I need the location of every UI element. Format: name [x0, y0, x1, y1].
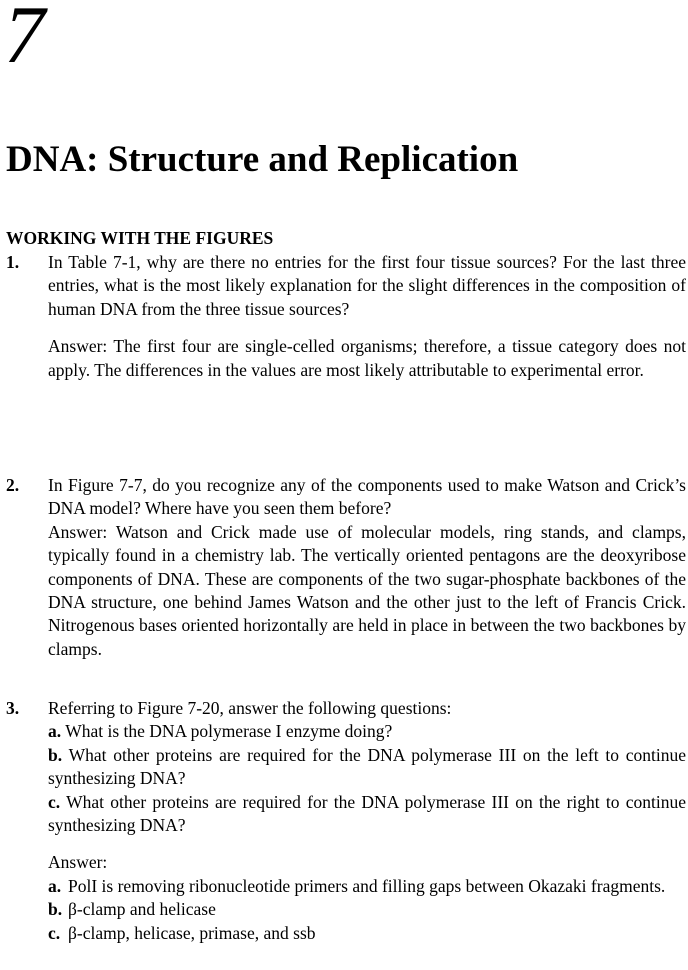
question-1-number: 1.	[6, 252, 20, 272]
part-b-letter: b.	[48, 744, 63, 765]
answer-a-text: PolI is removing ribonucleotide primers and filling gaps between Okazaki fragments.	[68, 875, 666, 896]
question-2	[6, 474, 686, 661]
answer-c-letter: c.	[48, 922, 61, 943]
part-c-letter: c.	[48, 791, 61, 812]
chapter-number: 7	[4, 0, 45, 80]
section-heading: WORKING WITH THE FIGURES	[6, 228, 274, 248]
question-2-text: In Figure 7-7, do you recognize any of the components used to make Watson and Crick’s DNA model? Where have you seen them before?	[48, 475, 686, 519]
part-a-text: What is the DNA polymerase I enzyme doing?	[65, 721, 393, 742]
question-3-intro: Referring to Figure 7-20, answer the following questions:	[48, 698, 452, 718]
answer-a	[48, 875, 686, 898]
question-3-answer-label: Answer:	[48, 852, 108, 873]
answer-c	[48, 922, 686, 945]
answer-b-letter: b.	[48, 899, 63, 920]
chapter-title: DNA: Structure and Replication	[6, 139, 519, 180]
question-3-part-a	[48, 720, 686, 743]
question-1-answer: Answer: The first four are single-celled organisms; therefore, a tissue category does not apply. The differences in the values are most likely attributable to experimental error.	[48, 336, 686, 380]
part-c-text: What other proteins are required for the DNA polymerase III on the right to continue synthesizing DNA?	[48, 791, 686, 836]
question-2-answer: Answer: Watson and Crick made use of molecular models, ring stands, and clamps, typically found in a chemistry lab. The vertically oriented pentagons are the deoxyribose components of DNA. These are components of the two sugar-phosphate backbones of the DNA structure, one behind James Watson and the other just to the left of Francis Crick. Nitrogenous bases oriented horizontally are held in place in between the two backbones by clamps.	[48, 521, 686, 659]
question-3-part-b	[48, 744, 686, 791]
question-3	[6, 697, 686, 945]
question-3-part-c	[48, 791, 686, 838]
answer-a-letter: a.	[48, 875, 62, 896]
question-3-number: 3.	[6, 698, 20, 718]
answer-b	[48, 898, 686, 921]
part-b-text: What other proteins are required for the DNA polymerase III on the left to continue synthesizing DNA?	[48, 744, 686, 789]
question-1	[6, 251, 686, 382]
question-2-number: 2.	[6, 475, 20, 495]
part-a-letter: a.	[48, 721, 62, 742]
answer-c-text: β-clamp, helicase, primase, and ssb	[68, 922, 316, 943]
answer-b-text: β-clamp and helicase	[68, 899, 216, 920]
question-1-text: In Table 7-1, why are there no entries for the first four tissue sources? For the last three entries, what is the most likely explanation for the slight differences in the composition of human DNA from the three tissue sources?	[48, 252, 686, 319]
